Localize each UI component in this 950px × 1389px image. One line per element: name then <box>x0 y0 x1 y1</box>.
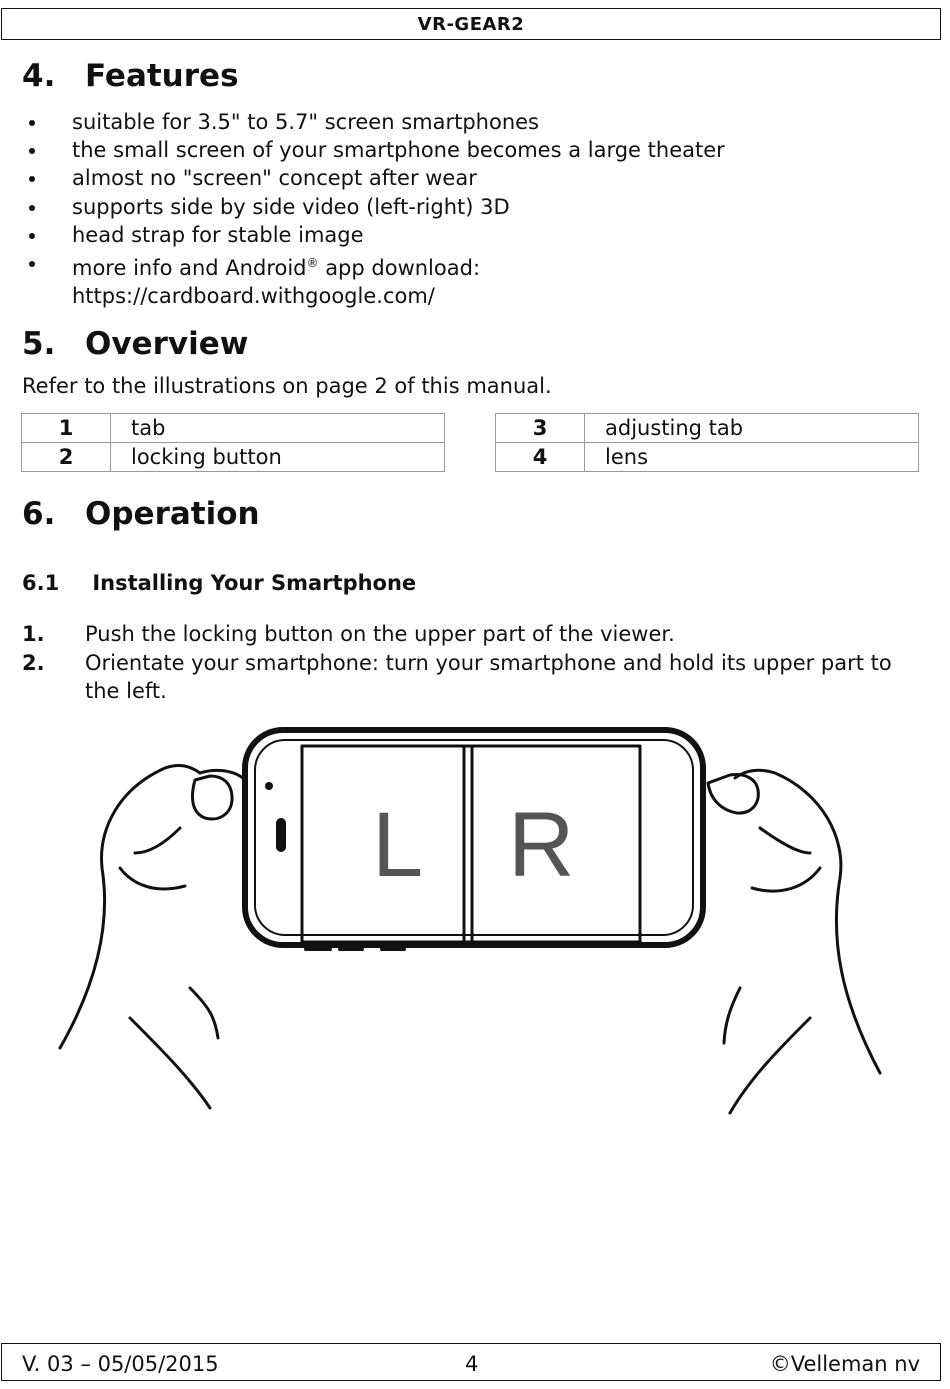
features-number: 4. <box>22 58 56 94</box>
footer-copyright: ©Velleman nv <box>769 1352 920 1376</box>
page-footer <box>1 1343 941 1381</box>
table-row: 4 lens <box>496 443 919 472</box>
list-item: the small screen of your smartphone becomes a large theater <box>22 136 922 164</box>
overview-intro: Refer to the illustrations on page 2 of this manual. <box>22 374 552 398</box>
bullet-icon <box>29 261 35 267</box>
list-item: head strap for stable image <box>22 221 922 249</box>
header-title: VR-GEAR2 <box>417 13 525 35</box>
overview-table-right <box>495 413 919 472</box>
list-item: supports side by side video (left-right) 3D <box>22 193 922 221</box>
bullet-icon <box>29 233 35 239</box>
list-item: almost no "screen" concept after wear <box>22 164 922 192</box>
list-item: 2. Orientate your smartphone: turn your smartphone and hold its upper part to the left. <box>22 650 892 703</box>
features-title: Features <box>85 58 239 94</box>
overview-heading <box>22 326 248 362</box>
features-heading <box>22 58 239 94</box>
right-eye-label: R <box>508 794 575 896</box>
footer-version: V. 03 – 05/05/2015 <box>22 1352 219 1376</box>
phone-body <box>245 730 703 945</box>
table-row: 3 adjusting tab <box>496 414 919 443</box>
subsection-heading <box>22 571 416 595</box>
phone-speaker <box>276 818 286 852</box>
table-row: 1 tab <box>22 414 445 443</box>
bullet-icon <box>29 176 35 182</box>
overview-title: Overview <box>85 326 249 362</box>
operation-number: 6. <box>22 496 56 532</box>
list-item: 1. Push the locking button on the upper part of the viewer. <box>22 622 675 646</box>
subsection-title: Installing Your Smartphone <box>92 571 417 595</box>
bullet-icon <box>29 120 35 126</box>
footer-page-number: 4 <box>465 1352 479 1376</box>
operation-heading <box>22 496 260 532</box>
overview-table-left <box>21 413 445 472</box>
right-hand-icon <box>708 770 880 1113</box>
list-item: more info and Android® app download: https://cardboard.withgoogle.com/ <box>22 249 922 310</box>
phone-camera <box>265 782 273 790</box>
left-eye-label: L <box>372 794 424 896</box>
bullet-icon <box>29 148 35 154</box>
steps-list <box>22 620 922 706</box>
page-header <box>1 8 941 40</box>
bullet-icon <box>29 205 35 211</box>
cardboard-link[interactable]: https://cardboard.withgoogle.com/ <box>72 284 435 309</box>
subsection-number: 6.1 <box>22 571 60 595</box>
operation-title: Operation <box>85 496 260 532</box>
table-row: 2 locking button <box>22 443 445 472</box>
list-item: suitable for 3.5" to 5.7" screen smartphones <box>22 108 922 136</box>
smartphone-illustration <box>40 718 900 1118</box>
features-list <box>22 108 922 310</box>
left-hand-icon <box>60 766 245 1108</box>
overview-number: 5. <box>22 326 56 362</box>
